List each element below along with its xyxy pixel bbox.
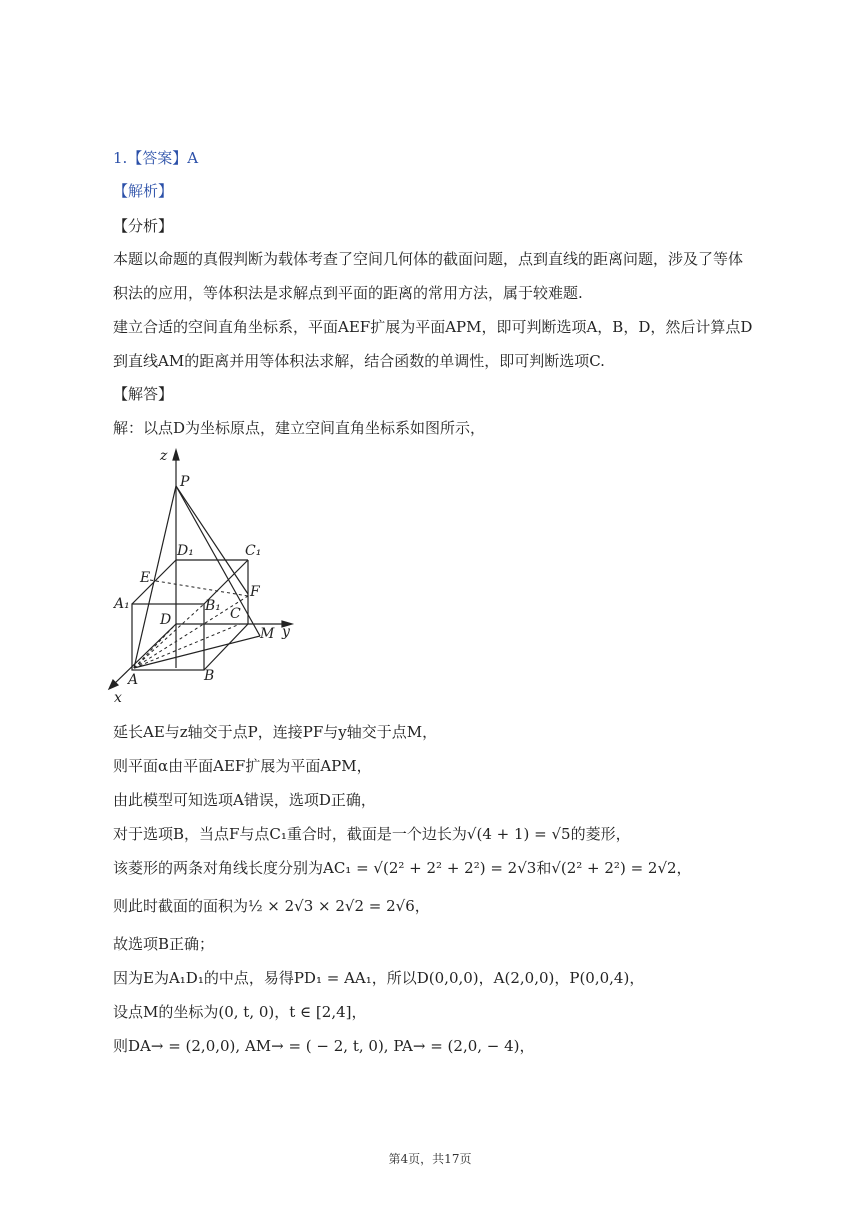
analysis-heading: 【解析】 [113, 182, 174, 200]
analysis-text-1: 本题以命题的真假判断为载体考查了空间几何体的截面问题，点到直线的距离问题，涉及了等体 [113, 250, 744, 268]
label-A1: A₁ [114, 596, 130, 612]
solution-line-7: 故选项B正确； [113, 935, 215, 953]
label-F: F [250, 584, 260, 600]
analysis-text-3: 建立合适的空间直角坐标系，平面AEF扩展为平面APM，即可判断选项A，B，D，然后计算点D [113, 318, 753, 336]
label-P: P [180, 474, 190, 490]
fenxi-heading: 【分析】 [113, 217, 174, 235]
analysis-text-4: 到直线AM的距离并用等体积法求解，结合函数的单调性，即可判断选项C. [113, 352, 605, 370]
label-y: y [282, 624, 290, 640]
jieda-heading: 【解答】 [113, 385, 174, 403]
label-D1: D₁ [177, 543, 194, 559]
label-E: E [140, 570, 151, 586]
solution-line-3: 由此模型可知选项A错误，选项D正确， [113, 791, 376, 809]
solution-line-10: 则DA→ = (2,0,0), AM→ = ( − 2, t, 0), PA→ = (2,0, − 4)， [113, 1037, 535, 1055]
label-x: x [114, 690, 122, 704]
solution-line-9: 设点M的坐标为(0, t, 0)，t ∈ [2,4]， [113, 1003, 367, 1021]
solution-line-1: 延长AE与z轴交于点P，连接PF与y轴交于点M， [113, 723, 438, 741]
solution-line-5: 该菱形的两条对角线长度分别为AC₁ = √(2² + 2² + 2²) = 2√3和√(2² + 2²) = 2√2， [113, 859, 692, 877]
label-D: D [160, 612, 172, 628]
solution-line-4: 对于选项B，当点F与点C₁重合时，截面是一个边长为√(4 + 1) = √5的菱形， [113, 825, 631, 843]
solution-line-8: 因为E为A₁D₁的中点，易得PD₁ = AA₁，所以D(0,0,0)，A(2,0,0)，P(0,0,4)， [113, 969, 645, 987]
solution-line-6: 则此时截面的面积为½ × 2√3 × 2√2 = 2√6， [113, 897, 430, 915]
label-B: B [204, 668, 215, 684]
page-footer: 第4页，共17页 [388, 1152, 472, 1166]
label-B1: B₁ [205, 598, 221, 614]
label-C: C [230, 606, 241, 622]
solution-line-2: 则平面α由平面AEF扩展为平面APM， [113, 757, 372, 775]
answer-line: 1.【答案】A [113, 149, 199, 167]
label-z: z [160, 448, 168, 464]
solution-intro: 解：以点D为坐标原点，建立空间直角坐标系如图所示， [113, 419, 486, 437]
label-A: A [128, 672, 139, 688]
label-C1: C₁ [245, 543, 262, 559]
label-M: M [260, 626, 275, 642]
analysis-text-2: 积法的应用，等体积法是求解点到平面的距离的常用方法，属于较难题. [113, 284, 583, 302]
cube-figure [100, 446, 300, 704]
